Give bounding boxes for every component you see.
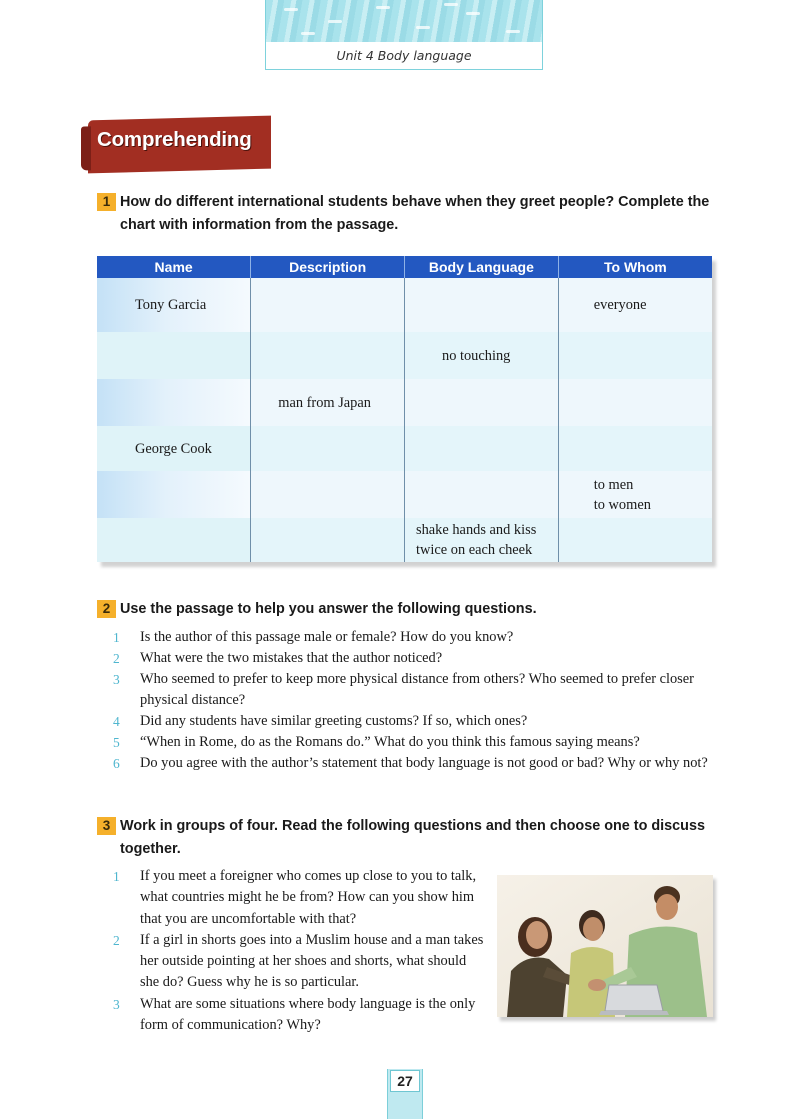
list-item [113, 866, 485, 930]
cell-body-language[interactable] [405, 471, 559, 518]
item-text: Who seemed to prefer to keep more physical distance from others? Who seemed to prefer closer physical distance? [140, 671, 694, 708]
unit-header [265, 0, 543, 70]
item-number: 6 [113, 756, 120, 771]
cell-name[interactable] [97, 518, 251, 562]
question-1-heading [97, 191, 727, 237]
greeting-chart [97, 256, 712, 562]
item-number: 1 [113, 869, 120, 884]
item-number: 3 [113, 996, 120, 1012]
item-number: 5 [113, 735, 120, 750]
cell-description[interactable] [251, 332, 405, 379]
students-illustration [497, 875, 713, 1017]
cell-body-language[interactable] [405, 379, 559, 426]
cell-body-language[interactable] [405, 426, 559, 471]
list-item [113, 711, 718, 732]
question-3-heading [97, 815, 727, 861]
question-2-heading [97, 598, 727, 621]
cell-body-language [405, 518, 559, 562]
cell-body-language: no touching [405, 332, 559, 379]
table-row [97, 379, 712, 426]
cell-name: George Cook [97, 426, 251, 471]
item-text: “When in Rome, do as the Romans do.” What do you think this famous saying means? [140, 734, 640, 750]
table-row [97, 426, 712, 471]
cell-description[interactable] [251, 518, 405, 562]
cell-to-whom[interactable] [558, 332, 712, 379]
item-text: What are some situations where body language is the only form of communication? Why? [140, 995, 476, 1034]
cell-body-language[interactable] [405, 278, 559, 332]
students-photo [497, 875, 713, 1017]
cell-to-whom: everyone [558, 278, 712, 332]
to-whom-line-1: to men [593, 476, 634, 493]
question-3-number: 3 [97, 817, 116, 835]
section-title [88, 118, 271, 171]
cell-name[interactable] [97, 379, 251, 426]
col-header-to-whom: To Whom [558, 256, 712, 278]
cell-to-whom [558, 471, 712, 518]
greeting-table [97, 256, 712, 562]
question-1-number: 1 [97, 193, 116, 211]
cell-description[interactable] [251, 471, 405, 518]
table-row [97, 518, 712, 562]
item-text: What were the two mistakes that the author noticed? [140, 650, 443, 666]
item-number: 3 [113, 672, 120, 687]
to-whom-line-2: to women [593, 496, 651, 513]
cell-name[interactable] [97, 332, 251, 379]
body-language-line-1: shake hands and kiss [416, 522, 537, 538]
page-number: 27 [390, 1070, 420, 1092]
table-row [97, 332, 712, 379]
cell-to-whom[interactable] [558, 518, 712, 562]
item-number: 4 [113, 714, 120, 729]
list-item [113, 648, 718, 669]
unit-label: Unit 4 Body language [336, 48, 472, 63]
question-2-list [113, 627, 718, 774]
list-item [113, 732, 718, 753]
cell-to-whom[interactable] [558, 426, 712, 471]
table-row [97, 471, 712, 518]
question-2-text: Use the passage to help you answer the following questions. [120, 601, 537, 617]
cell-name: Tony Garcia [97, 278, 251, 332]
page-number-tab [387, 1069, 423, 1119]
list-item [113, 669, 718, 711]
item-text: Do you agree with the author’s statement that body language is not good or bad? Why or why not? [140, 755, 708, 771]
header-decoration [266, 0, 542, 42]
item-number: 2 [113, 651, 120, 666]
question-2-number: 2 [97, 600, 116, 618]
cell-description: man from Japan [251, 379, 405, 426]
item-text: If you meet a foreigner who comes up close to you to talk, what countries might he be from? How can you show him that you are uncomfortable with that? [140, 868, 477, 927]
item-text: Did any students have similar greeting customs? If so, which ones? [140, 713, 528, 729]
section-title-label: Comprehending [97, 128, 252, 151]
list-item [113, 753, 718, 774]
question-3-text: Work in groups of four. Read the following questions and then choose one to discuss together. [120, 818, 705, 857]
col-header-name: Name [97, 256, 251, 278]
item-text: Is the author of this passage male or female? How do you know? [140, 629, 514, 645]
body-language-line-2: twice on each cheek [416, 542, 533, 558]
list-item [113, 627, 718, 648]
question-3-list [113, 866, 485, 1036]
list-item [113, 930, 485, 994]
table-header-row [97, 256, 712, 278]
item-number: 1 [113, 630, 120, 645]
item-number: 2 [113, 932, 120, 948]
list-item [113, 994, 485, 1037]
cell-description[interactable] [251, 426, 405, 471]
col-header-description: Description [251, 256, 405, 278]
cell-to-whom[interactable] [558, 379, 712, 426]
cell-name[interactable] [97, 471, 251, 518]
table-row [97, 278, 712, 332]
cell-description[interactable] [251, 278, 405, 332]
item-text: If a girl in shorts goes into a Muslim house and a man takes her outside pointing at her shoes and shorts, what should she do? Guess why he is so particular. [140, 931, 484, 991]
question-1-text: How do different international students behave when they greet people? Complete the chart with information from the passage. [120, 194, 710, 233]
col-header-body-language: Body Language [405, 256, 559, 278]
